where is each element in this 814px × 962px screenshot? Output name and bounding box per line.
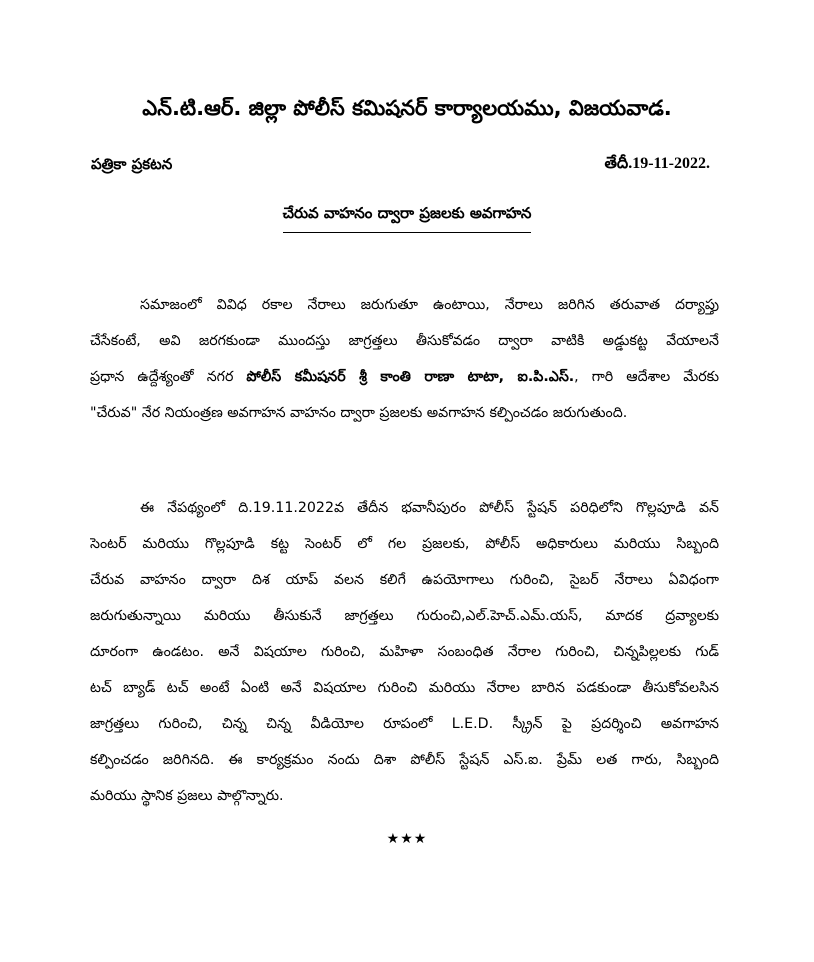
paragraph-2-line: టచ్ బ్యాడ్ టచ్ అంటే ఏంటి అనే విషయాల గురించి మరియు నేరాల బారిన పడకుండా తీసుకోవలసిన xyxy=(90,680,719,696)
paragraph-1 xyxy=(90,287,719,431)
commissioner-name: పోలీస్ కమీషనర్ శ్రీ కాంతి రాణా టాటా, ఐ.పి.ఎస్. xyxy=(246,369,575,385)
line-text: , గారి ఆదేశాల మేరకు xyxy=(574,369,719,385)
paragraph-1-line xyxy=(90,359,719,395)
paragraph-2-line: ఈ నేపథ్యంలో ది.19.11.2022వ తేదీన భవానీపురం పోలీస్ స్టేషన్ పరిధిలోని గొల్లపూడి వన్ xyxy=(140,500,719,516)
paragraph-2-line: జరుగుతున్నాయి మరియు తీసుకునే జాగ్రత్తలు గురుంచి,ఎల్.హెచ్.ఎమ్.యస్, మాదక ద్రవ్యాలకు xyxy=(90,608,719,624)
subject-heading xyxy=(0,204,814,233)
paragraph-2-line: మరియు స్థానిక ప్రజలు పాల్గొన్నారు. xyxy=(90,788,284,804)
office-title: ఎన్.టి.ఆర్. జిల్లా పోలీస్ కమిషనర్ కార్యాలయము, విజయవాడ. xyxy=(142,96,672,120)
subject-text: చేరువ వాహనం ద్వారా ప్రజలకు అవగాహన xyxy=(283,204,532,233)
paragraph-2 xyxy=(90,490,719,814)
paragraph-2-line: సెంటర్ మరియు గొల్లపూడి కట్ట సెంటర్ లో గల ప్రజలకు, పోలీస్ అధికారులు మరియు సిబ్బంది xyxy=(90,536,719,552)
paragraph-2-line: చేరువ వాహనం ద్వారా దిశ యాప్ వలన కలిగే ఉపయోగాలు గురించి, సైబర్ నేరాలు ఏవిధంగా xyxy=(90,572,719,588)
paragraph-2-line: జాగ్రత్తలు గురించి, చిన్న చిన్న వీడియోల రూపంలో L.E.D. స్క్రీన్ పై ప్రదర్శించి అవగాహన xyxy=(90,716,719,732)
paragraph-1-line: చేసేకంటే, అవి జరగకుండా ముందస్తు జాగ్రత్తలు తీసుకోవడం ద్వారా వాటికి అడ్డుకట్ట వేయాలనే xyxy=(90,333,719,349)
line-text: ప్రధాన ఉద్దేశ్యంతో నగర xyxy=(90,369,247,385)
paragraph-1-line: "చేరువ" నేర నియంత్రణ అవగాహన వాహనం ద్వారా ప్రజలకు అవగాహన కల్పించడం జరుగుతుంది. xyxy=(90,405,628,421)
paragraph-1-line: సమాజంలో వివిధ రకాల నేరాలు జరుగుతూ ఉంటాయి, నేరాలు జరిగిన తరువాత దర్యాప్తు xyxy=(140,297,719,313)
paragraph-2-line: కల్పించడం జరిగినది. ఈ కార్యక్రమం నందు దిశా పోలీస్ స్టేషన్ ఎస్.ఐ. ప్రేమ్ లత గారు, సిబ్బంది xyxy=(90,752,719,768)
release-date: తేదీ.19-11-2022. xyxy=(604,155,710,172)
press-release-label: పత్రికా ప్రకటన xyxy=(91,155,173,173)
end-stars: ★★★ xyxy=(386,831,428,847)
paragraph-2-line: దూరంగా ఉండటం. అనే విషయాల గురించి, మహిళా సంబంధిత నేరాల గురించి, చిన్నపిల్లలకు గుడ్ xyxy=(90,644,719,660)
